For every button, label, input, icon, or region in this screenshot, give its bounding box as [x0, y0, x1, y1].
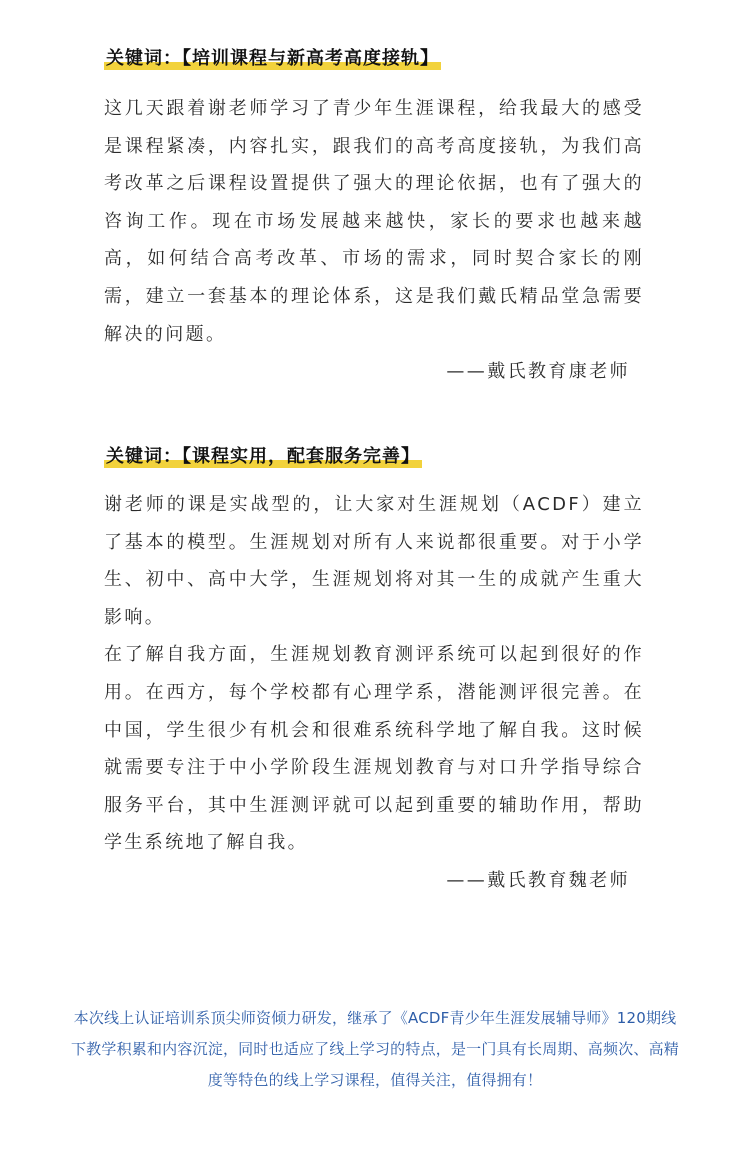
testimonial-attribution-1: ——戴氏教育康老师 — [446, 361, 630, 383]
testimonial-attribution-2: ——戴氏教育魏老师 — [446, 869, 630, 891]
course-summary-note: 本次线上认证培训系顶尖师资倾力研发，继承了《ACDF青少年生涯发展辅导师》120期线下教学积累和内容沉淀，同时也适应了线上学习的特点，是一门具有长周期、高频次、高精度等特色的线上学习课程，值得关注，值得拥有！ — [70, 1009, 679, 1089]
testimonial-paragraph-1: 这几天跟着谢老师学习了青少年生涯课程，给我最大的感受是课程紧凑，内容扎实，跟我们的高考高度接轨，为我们高考改革之后课程设置提供了强大的理论依据，也有了强大的咨询工作。现在市场发展越来越快，家长的要求也越来越高，如何结合高考改革、市场的需求，同时契合家长的刚需，建立一套基本的理论体系，这是我们戴氏精品堂急需要解决的问题。 — [104, 98, 644, 345]
testimonial-paragraph-2a: 谢老师的课是实战型的，让大家对生涯规划（ACDF）建立了基本的模型。生涯规划对所有人来说都很重要。对于小学生、初中、高中大学，生涯规划将对其一生的成就产生重大影响。 — [104, 494, 644, 628]
keyword-heading-1: 关键词：【培训课程与新高考高度接轨】 — [104, 46, 441, 72]
keyword-heading-2: 关键词：【课程实用，配套服务完善】 — [104, 444, 422, 470]
testimonial-paragraph-2b: 在了解自我方面，生涯规划教育测评系统可以起到很好的作用。在西方，每个学校都有心理学系，潜能测评很完善。在中国，学生很少有机会和很难系统科学地了解自我。这时候就需要专注于中小学阶段生涯规划教育与对口升学指导综合服务平台，其中生涯测评就可以起到重要的辅助作用，帮助学生系统地了解自我。 — [104, 644, 644, 854]
testimonial-section-2 — [104, 444, 644, 900]
testimonial-section-1 — [104, 46, 644, 391]
